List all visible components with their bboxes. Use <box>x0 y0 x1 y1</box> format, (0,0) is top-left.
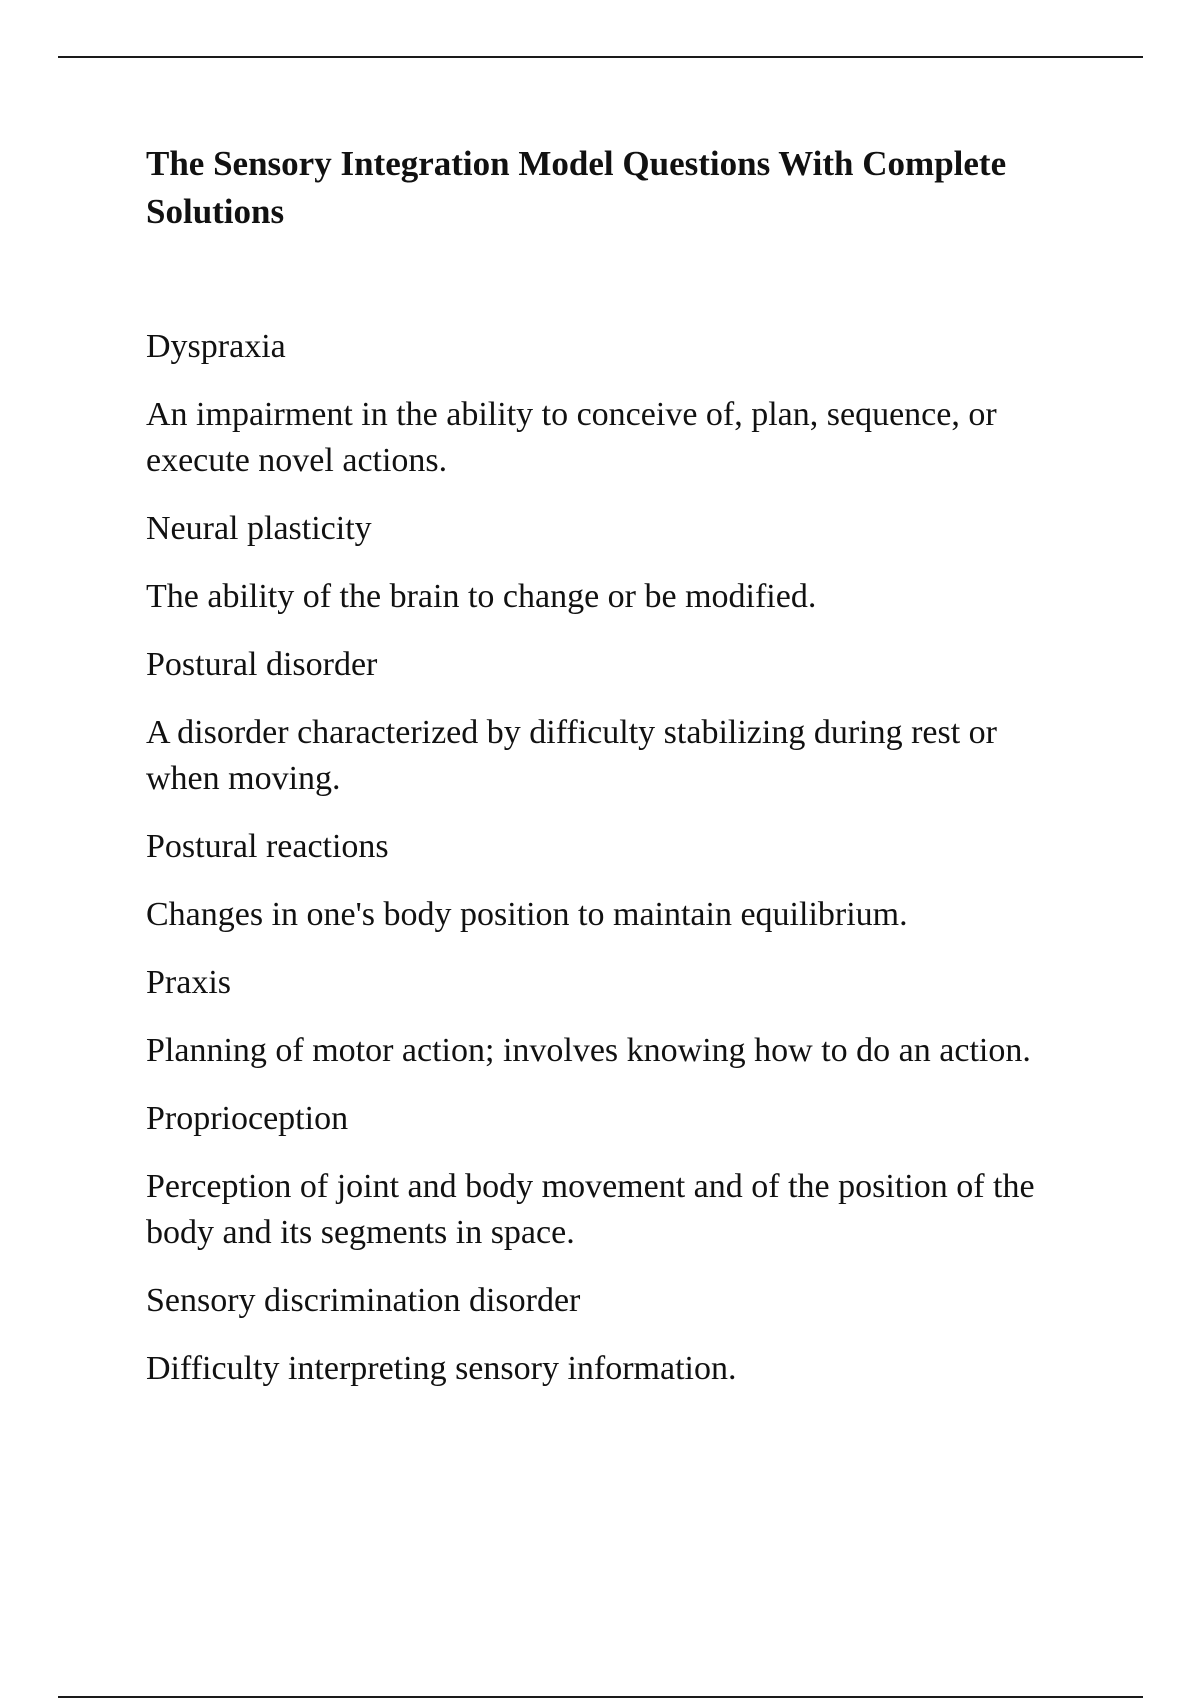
term: Sensory discrimination disorder <box>146 1282 581 1319</box>
definition: A disorder characterized by difficulty stabilizing during rest or when moving. <box>146 714 997 797</box>
definition: Planning of motor action; involves knowing how to do an action. <box>146 1032 1031 1069</box>
top-divider <box>58 56 1143 58</box>
entry <box>146 506 1076 620</box>
term: Neural plasticity <box>146 510 372 547</box>
term-list <box>146 324 1076 1392</box>
entry <box>146 824 1076 938</box>
term: Postural disorder <box>146 646 378 683</box>
bottom-divider <box>58 1696 1143 1698</box>
document-title: The Sensory Integration Model Questions With Complete Solutions <box>146 144 1007 231</box>
document-body <box>146 140 1076 1414</box>
entry <box>146 1278 1076 1392</box>
definition: Perception of joint and body movement and of the position of the body and its segments in space. <box>146 1168 1035 1251</box>
term: Postural reactions <box>146 828 389 865</box>
term: Praxis <box>146 964 231 1001</box>
entry <box>146 960 1076 1074</box>
entry <box>146 1096 1076 1256</box>
term: Proprioception <box>146 1100 349 1137</box>
entry <box>146 324 1076 484</box>
definition: The ability of the brain to change or be modified. <box>146 578 817 615</box>
definition: An impairment in the ability to conceive of, plan, sequence, or execute novel actions. <box>146 396 997 479</box>
definition: Changes in one's body position to maintain equilibrium. <box>146 896 908 933</box>
entry <box>146 642 1076 802</box>
definition: Difficulty interpreting sensory information. <box>146 1350 737 1387</box>
term: Dyspraxia <box>146 328 286 365</box>
